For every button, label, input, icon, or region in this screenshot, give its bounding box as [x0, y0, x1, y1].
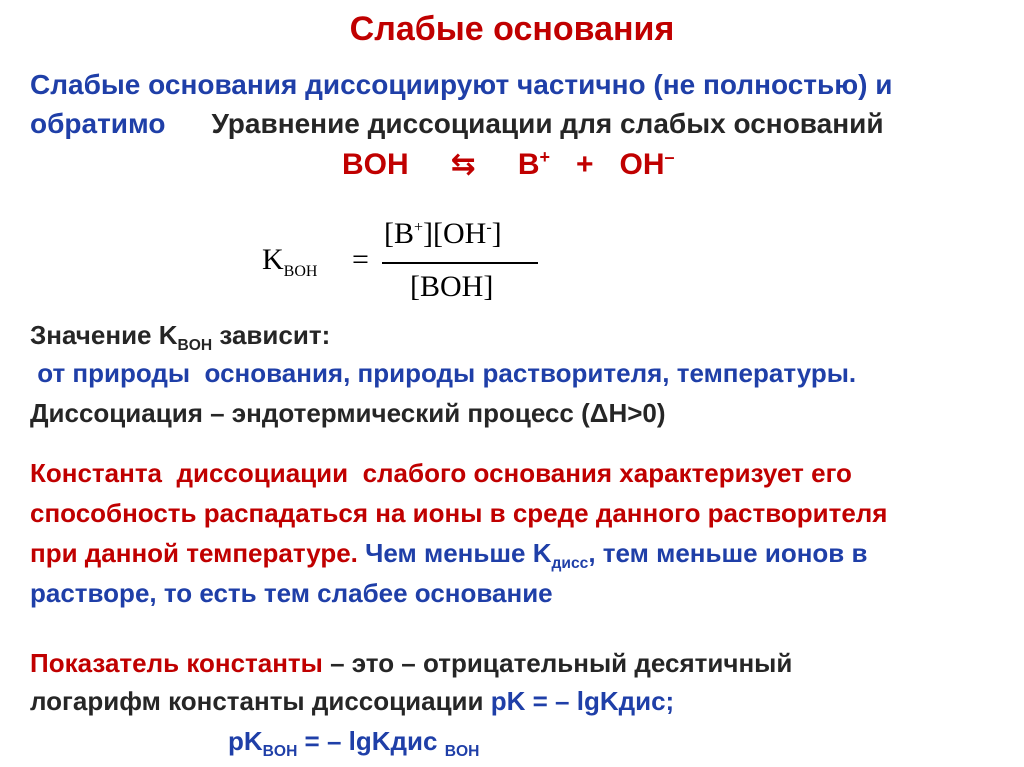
- pk-formula-line: $pK_{BOH}$ = – lgKдис $_{BOH}$: [228, 726, 480, 761]
- formula-equals-sign: =: [352, 243, 369, 276]
- reaction-plus: +: [576, 148, 594, 181]
- intro-reversible-word: обратимо: [30, 108, 166, 139]
- reaction-reactant: BOH: [342, 148, 409, 181]
- intro-line-1: Слабые основания диссоциируют частично (не полностью) и: [30, 69, 893, 100]
- pk-line-1: Показатель константы – это – отрицательный десятичный: [30, 648, 793, 678]
- reaction-anion: OH–: [619, 147, 675, 181]
- dependence-factors: от природы основания, природы растворителя, температуры.: [30, 358, 857, 388]
- formula-k-symbol: $K_{BOH}$: [262, 243, 318, 280]
- constant-line-2: способность распадаться на ионы в среде данного растворителя: [30, 498, 888, 528]
- reaction-cation: B+: [517, 147, 550, 181]
- constant-line-4: растворе, то есть тем слабее основание: [30, 578, 553, 608]
- formula-denominator: [BOH]: [410, 270, 494, 303]
- dissociation-reaction: [342, 146, 675, 184]
- intro-line-2: [30, 107, 884, 141]
- reversible-arrow-icon: ⇆: [450, 148, 476, 181]
- intro-equation-caption: Уравнение диссоциации для слабых оснований: [211, 108, 884, 139]
- endothermic-note: Диссоциация – эндотермический процесс (ΔH>0): [30, 398, 666, 428]
- dependence-label: Значение $K_{BOH}$ зависит:: [30, 320, 331, 355]
- formula-fraction-bar: [382, 262, 538, 264]
- constant-line-3: при данной температуре. Чем меньше $K_{дисс}$, тем меньше ионов в: [30, 538, 868, 573]
- dissociation-constant-formula: [262, 215, 562, 310]
- page-title: Слабые основания: [349, 10, 675, 48]
- formula-numerator: [B+][OH-]: [384, 217, 502, 250]
- constant-line-1: Константа диссоциации слабого основания характеризует его: [30, 458, 852, 488]
- pk-line-2: логарифм константы диссоциации pK = – lgKдис;: [30, 686, 675, 716]
